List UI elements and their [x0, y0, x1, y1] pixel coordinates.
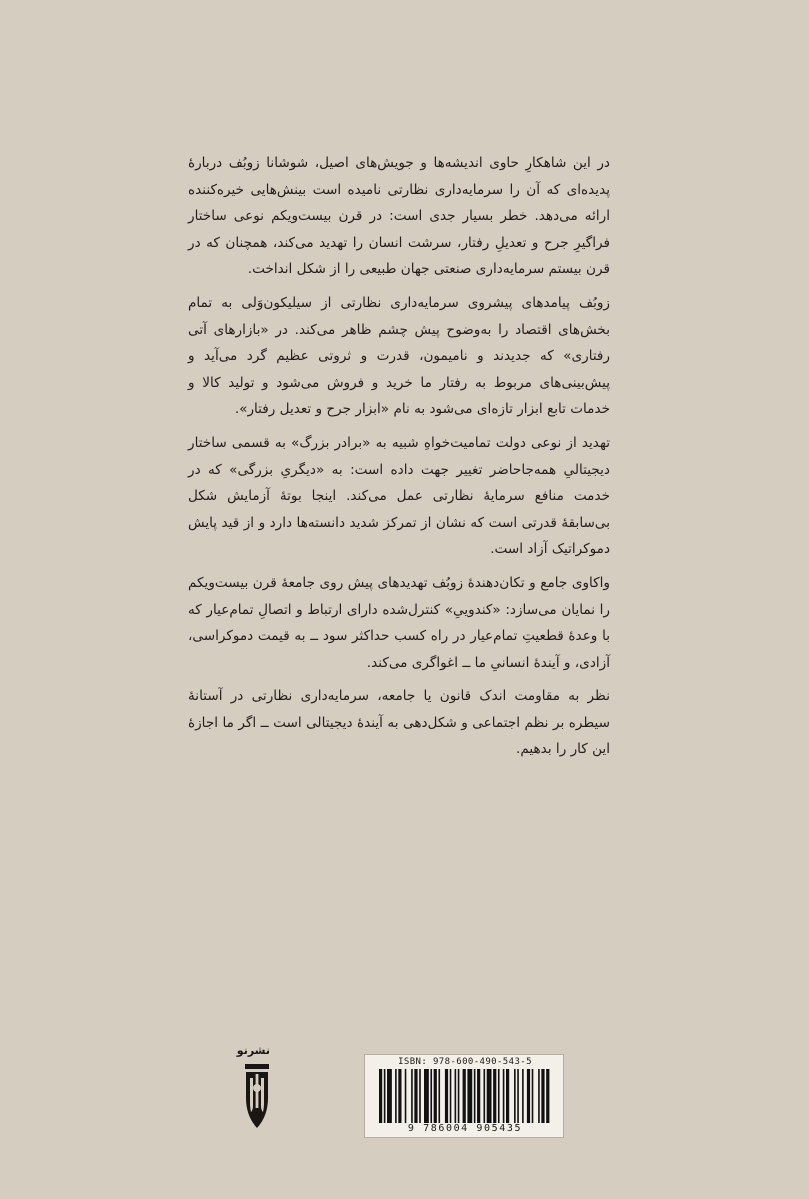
- barcode-bar: [503, 1069, 505, 1123]
- barcode-bar: [487, 1069, 492, 1123]
- blurb-paragraph-1: در این شاهکارِ حاوی اندیشه‌ها و جویش‌های اصیل، شوشانا زوبُف دربارهٔ پدیده‌ای که آن را سرمایه‌داری نظارتی نامیده است بینش‌هایی خیره‌کننده ارائه می‌دهد. خطر بسیار جدی است: در قرن بیست‌ویکم نوعی ساختار فراگیرِ جرح و تعدیلِ رفتار، سرشت انسان را تهدید می‌کند، همچنان که در قرن بیستم سرمایه‌داری صنعتی جهان طبیعی را از شکل انداخت.: [188, 155, 610, 278]
- barcode-bar: [463, 1069, 466, 1123]
- barcode-bar: [387, 1069, 392, 1123]
- barcode-bar: [506, 1069, 509, 1123]
- barcode-bar: [411, 1069, 413, 1123]
- barcode-bar: [517, 1069, 519, 1123]
- isbn-label: ISBN: 978-600-490-543-5: [398, 1057, 532, 1067]
- barcode-bar: [532, 1069, 534, 1123]
- barcode-bar: [430, 1069, 432, 1123]
- barcode-bar: [538, 1069, 540, 1123]
- blurb-paragraph-5: نظر به مقاومت اندک قانون یا جامعه، سرمایه‌داری نظارتی در آستانهٔ سیطره بر نظم اجتماعی و شکل‌دهی به آیندهٔ دیجیتالی است ــ اگر ما اجازهٔ این کار را بدهیم.: [188, 688, 610, 758]
- barcode-bar: [450, 1069, 452, 1123]
- barcode-bar: [455, 1069, 457, 1123]
- barcode-bar: [477, 1069, 480, 1123]
- barcode-bar: [414, 1069, 417, 1123]
- isbn-barcode: [364, 1054, 564, 1138]
- barcode-digits: 9 786004 905435: [407, 1123, 523, 1134]
- barcode-bar: [419, 1069, 421, 1123]
- barcode-bar: [384, 1069, 386, 1123]
- barcode-bar: [541, 1069, 544, 1123]
- barcode-bar: [458, 1069, 460, 1123]
- pen-nib-icon: [236, 1042, 270, 1152]
- barcode-bar: [493, 1069, 496, 1123]
- barcode-bar: [467, 1069, 472, 1123]
- blurb-text: [188, 150, 610, 770]
- barcode-bar: [445, 1069, 448, 1123]
- blurb-paragraph-4: واکاوی جامع و تکان‌دهندهٔ زوبُف تهدیدهای پیش روی جامعهٔ قرن بیست‌ویکم را نمایان می‌سازد: «کندوییِ» کنترل‌شده دارای ارتباط و اتصالِ تمام‌عیار که با وعدهٔ قطعیتِ تمام‌عیار در راه کسب حداکثر سود ــ به قیمت دموکراسی، آزادی، و آیندهٔ انسانیِ ما ــ اغواگری می‌کند.: [188, 574, 610, 671]
- barcode-bar: [398, 1069, 401, 1123]
- barcode-bar: [498, 1069, 500, 1123]
- blurb-paragraph-2: زوبُف پیامدهای پیشروی سرمایه‌داری نظارتی از سیلیکون‌وَلی به تمام بخش‌های اقتصاد را به‌وضوح پیش چشم ظاهر می‌کند. در «بازارهای آتی رفتاری» که جدیدند و نامیمون، قدرت و ثروتی عظیم گرد می‌آید و پیش‌بینی‌های مربوط به رفتار ما خرید و فروش می‌شود و تولید کالا و خدمات تابع ابزار تازه‌ای می‌شود به نام «ابزار جرح و تعدیل رفتار».: [188, 294, 610, 418]
- barcode-bar: [546, 1069, 549, 1123]
- barcode-bar: [522, 1069, 524, 1123]
- barcode-bar: [395, 1069, 397, 1123]
- publisher-name: نشرنو: [236, 1044, 270, 1057]
- barcode-bar: [405, 1069, 407, 1123]
- barcode-bar: [424, 1069, 429, 1123]
- barcode-bar: [474, 1069, 476, 1123]
- barcode-bar: [514, 1069, 516, 1123]
- barcode-bar: [527, 1069, 530, 1123]
- barcode-bar: [483, 1069, 485, 1123]
- blurb-paragraph-3: تهدید از نوعی دولت تمامیت‌خواهِ شبیه به «برادر بزرگ» به قسمی ساختار دیجیتالیِ همه‌جاحاضر تغییر جهت داده است: به «دیگریِ بزرگی» که در خدمت منافع سرمایهٔ نظارتی عمل می‌کند. اینجا بوتهٔ آزمایش شکل بی‌سابقهٔ قدرتی است که نشان از تمرکز شدید دانسته‌ها دارد و از قید پایش دموکراتیک آزاد است.: [188, 434, 610, 558]
- barcode-bar: [438, 1069, 440, 1123]
- barcode-bar: [434, 1069, 437, 1123]
- barcode-bars: [379, 1069, 551, 1123]
- barcode-bar: [379, 1069, 382, 1123]
